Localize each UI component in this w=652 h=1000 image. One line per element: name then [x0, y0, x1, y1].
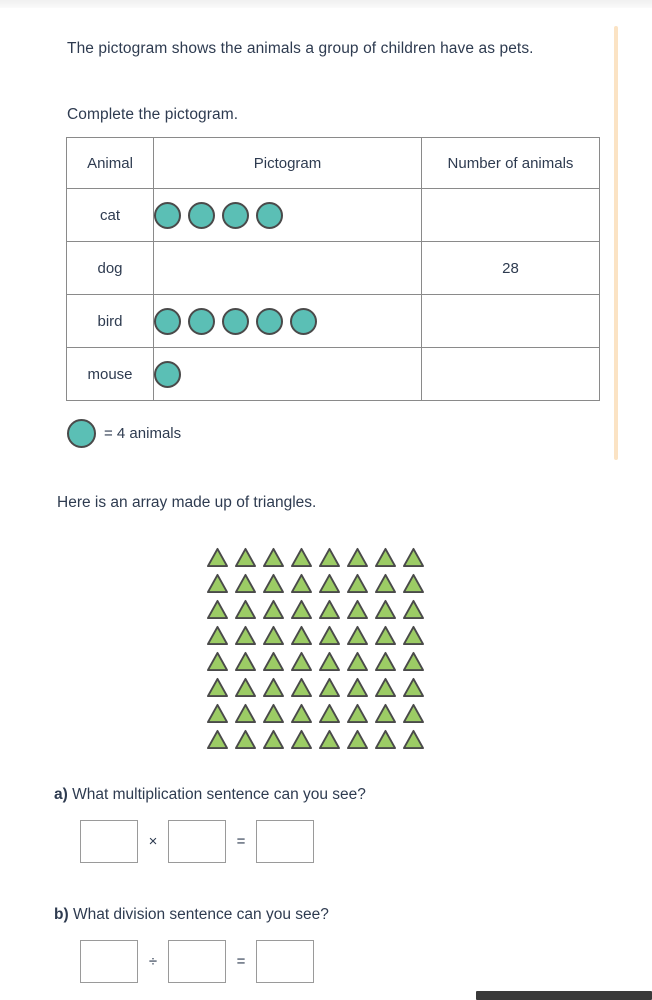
green-triangle-icon: [262, 573, 285, 594]
green-triangle-icon: [318, 547, 341, 568]
teal-circle-icon: [154, 202, 181, 229]
pictogram-key: [67, 419, 181, 448]
green-triangle-icon: [206, 651, 229, 672]
table-row: [67, 189, 600, 242]
green-triangle-icon: [402, 729, 425, 750]
pictogram-cell[interactable]: [154, 242, 422, 295]
answer-box-a1[interactable]: [80, 820, 138, 863]
animal-name-cell: cat: [67, 189, 154, 242]
pictogram-cell[interactable]: [154, 189, 422, 242]
green-triangle-icon: [234, 677, 257, 698]
teal-circle-icon: [222, 202, 249, 229]
green-triangle-icon: [346, 625, 369, 646]
pictogram-table: [66, 137, 600, 401]
green-triangle-icon: [402, 651, 425, 672]
teal-circle-icon: [67, 419, 96, 448]
green-triangle-icon: [206, 599, 229, 620]
question-b-label: b): [54, 906, 69, 923]
symbol-strip: [154, 308, 421, 335]
green-triangle-icon: [234, 729, 257, 750]
animal-count-cell[interactable]: 28: [422, 242, 600, 295]
green-triangle-icon: [234, 573, 257, 594]
header-number-of-animals: Number of animals: [422, 138, 600, 189]
table-row: [67, 242, 600, 295]
multiply-operator: ×: [148, 833, 158, 850]
pictogram-cell[interactable]: [154, 295, 422, 348]
green-triangle-icon: [346, 677, 369, 698]
green-triangle-icon: [402, 547, 425, 568]
green-triangle-icon: [290, 547, 313, 568]
pictogram-cell[interactable]: [154, 348, 422, 401]
green-triangle-icon: [262, 547, 285, 568]
instruction-paragraph: Complete the pictogram.: [67, 106, 239, 123]
green-triangle-icon: [402, 703, 425, 724]
green-triangle-icon: [402, 573, 425, 594]
green-triangle-icon: [234, 651, 257, 672]
symbol-strip: [154, 202, 421, 229]
answer-box-b3[interactable]: [256, 940, 314, 983]
green-triangle-icon: [318, 599, 341, 620]
triangle-array: [203, 544, 427, 752]
green-triangle-icon: [290, 573, 313, 594]
animal-name-cell: bird: [67, 295, 154, 348]
green-triangle-icon: [206, 729, 229, 750]
table-row: [67, 348, 600, 401]
green-triangle-icon: [262, 703, 285, 724]
green-triangle-icon: [206, 703, 229, 724]
green-triangle-icon: [318, 625, 341, 646]
green-triangle-icon: [346, 703, 369, 724]
green-triangle-icon: [234, 703, 257, 724]
symbol-strip: [154, 361, 421, 388]
table-header-row: [67, 138, 600, 189]
intro-paragraph: The pictogram shows the animals a group of children have as pets.: [67, 40, 534, 57]
answer-box-a2[interactable]: [168, 820, 226, 863]
question-b-prompt: What division sentence can you see?: [72, 906, 329, 923]
question-a-prompt: What multiplication sentence can you see?: [72, 786, 366, 803]
equals-operator-a: =: [236, 833, 246, 850]
teal-circle-icon: [188, 202, 215, 229]
green-triangle-icon: [374, 703, 397, 724]
divide-operator: ÷: [148, 953, 158, 970]
green-triangle-icon: [402, 599, 425, 620]
multiplication-equation: [80, 820, 314, 863]
green-triangle-icon: [234, 599, 257, 620]
green-triangle-icon: [262, 625, 285, 646]
teal-circle-icon: [256, 308, 283, 335]
green-triangle-icon: [290, 677, 313, 698]
green-triangle-icon: [374, 573, 397, 594]
teal-circle-icon: [290, 308, 317, 335]
green-triangle-icon: [206, 625, 229, 646]
green-triangle-icon: [402, 677, 425, 698]
green-triangle-icon: [402, 625, 425, 646]
teal-circle-icon: [222, 308, 249, 335]
bottom-chrome-bar: [476, 991, 652, 1000]
green-triangle-icon: [290, 599, 313, 620]
answer-box-b1[interactable]: [80, 940, 138, 983]
green-triangle-icon: [318, 703, 341, 724]
header-animal: Animal: [67, 138, 154, 189]
green-triangle-icon: [374, 547, 397, 568]
green-triangle-icon: [290, 729, 313, 750]
teal-circle-icon: [154, 361, 181, 388]
green-triangle-icon: [262, 651, 285, 672]
question-a-label: a): [54, 786, 68, 803]
green-triangle-icon: [262, 729, 285, 750]
division-equation: [80, 940, 314, 983]
green-triangle-icon: [374, 599, 397, 620]
green-triangle-icon: [290, 651, 313, 672]
green-triangle-icon: [206, 573, 229, 594]
green-triangle-icon: [346, 651, 369, 672]
green-triangle-icon: [206, 547, 229, 568]
green-triangle-icon: [346, 547, 369, 568]
green-triangle-icon: [262, 677, 285, 698]
answer-box-a3[interactable]: [256, 820, 314, 863]
header-pictogram: Pictogram: [154, 138, 422, 189]
equals-operator-b: =: [236, 953, 246, 970]
top-chrome-band: [0, 0, 652, 8]
table-row: [67, 295, 600, 348]
array-heading: Here is an array made up of triangles.: [57, 494, 317, 511]
animal-count-cell[interactable]: [422, 348, 600, 401]
green-triangle-icon: [346, 729, 369, 750]
green-triangle-icon: [290, 703, 313, 724]
green-triangle-icon: [234, 625, 257, 646]
animal-count-cell[interactable]: [422, 189, 600, 242]
green-triangle-icon: [318, 677, 341, 698]
question-a-text: [54, 786, 366, 804]
green-triangle-icon: [318, 729, 341, 750]
answer-box-b2[interactable]: [168, 940, 226, 983]
green-triangle-icon: [374, 729, 397, 750]
teal-circle-icon: [256, 202, 283, 229]
animal-count-cell[interactable]: [422, 295, 600, 348]
green-triangle-icon: [234, 547, 257, 568]
green-triangle-icon: [374, 625, 397, 646]
green-triangle-icon: [262, 599, 285, 620]
green-triangle-icon: [374, 651, 397, 672]
green-triangle-icon: [374, 677, 397, 698]
green-triangle-icon: [346, 573, 369, 594]
key-label: = 4 animals: [104, 425, 182, 442]
green-triangle-icon: [346, 599, 369, 620]
green-triangle-icon: [318, 573, 341, 594]
animal-name-cell: dog: [67, 242, 154, 295]
teal-circle-icon: [154, 308, 181, 335]
right-margin-rule: [614, 26, 618, 460]
green-triangle-icon: [206, 677, 229, 698]
teal-circle-icon: [188, 308, 215, 335]
green-triangle-icon: [318, 651, 341, 672]
question-b-text: [54, 906, 329, 924]
animal-name-cell: mouse: [67, 348, 154, 401]
green-triangle-icon: [290, 625, 313, 646]
